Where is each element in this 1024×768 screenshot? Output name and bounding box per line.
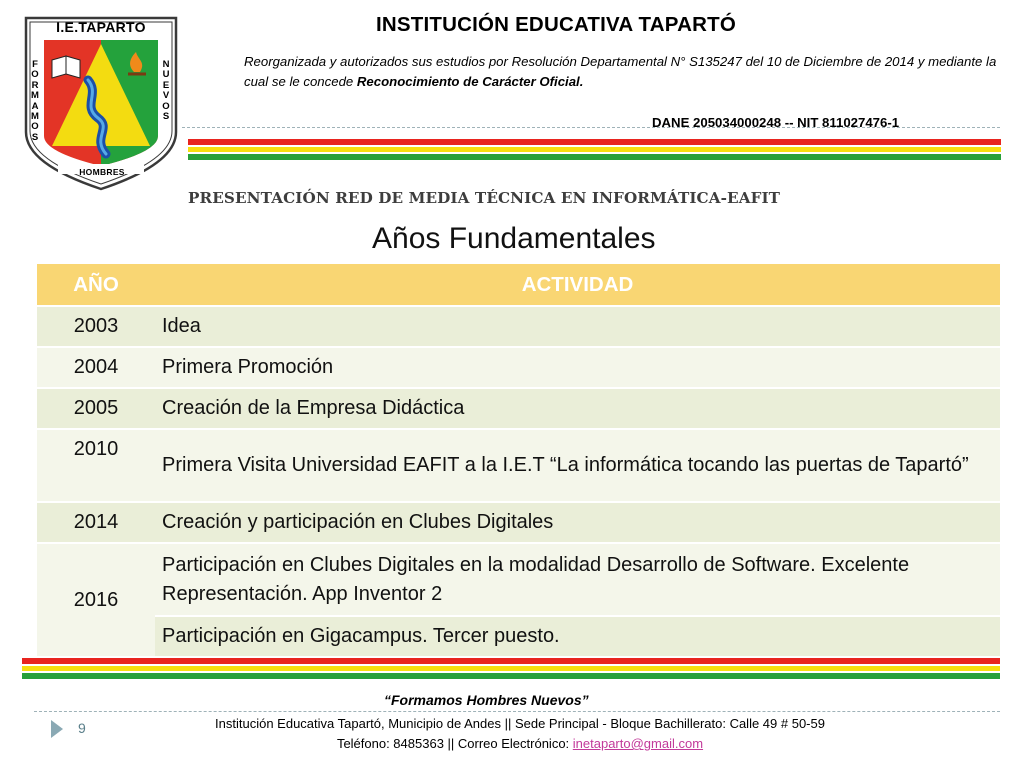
table-row: [37, 429, 1000, 502]
slide-arrow-icon: [51, 720, 63, 738]
footer-contact: [130, 736, 910, 751]
table-row: [37, 543, 1000, 616]
email-link[interactable]: inetaparto@gmail.com: [572, 736, 704, 751]
dane-nit-text: DANE 205034000248 -- NIT 811027476-1: [652, 115, 900, 130]
activity-cell: Idea: [155, 306, 1000, 347]
institution-title: INSTITUCIÓN EDUCATIVA TAPARTÓ: [376, 13, 736, 36]
footer-color-stripes: [22, 658, 1000, 679]
year-cell: 2005: [37, 388, 155, 429]
presentation-subtitle: PRESENTACIÓN RED DE MEDIA TÉCNICA EN INFORMÁTICA-EAFIT: [188, 189, 781, 207]
logo-left-letters: F O R M A M O S: [31, 59, 39, 143]
resolution-text: Reorganizada y autorizados sus estudios por Resolución Departamental N° S135247 del 10 de Diciembre de 2014 y mediante la cual se le concede Reconocimiento de Carácter Oficial.: [244, 54, 997, 89]
year-cell: 2014: [37, 502, 155, 543]
activity-cell: Primera Promoción: [155, 347, 1000, 388]
logo-right-letters: N U E V O S: [162, 59, 170, 123]
header-dashed-divider: [182, 127, 1000, 128]
table-row: [37, 616, 1000, 657]
page-number: 9: [78, 720, 86, 736]
table-header-row: [37, 264, 1000, 306]
activity-cell: Primera Visita Universidad EAFIT a la I.E.T “La informática tocando las puertas de Tapartó”: [155, 429, 1000, 502]
activity-cell: Creación de la Empresa Didáctica: [155, 388, 1000, 429]
activity-cell: Participación en Gigacampus. Tercer puesto.: [155, 616, 1000, 657]
contact-label: Teléfono: 8485363 || Correo Electrónico:: [336, 736, 573, 751]
shield-emblem-icon: [22, 14, 180, 192]
table-row: [37, 388, 1000, 429]
table-row: [37, 347, 1000, 388]
table-row: [37, 306, 1000, 347]
footer-dashed-divider: [34, 711, 1000, 712]
column-header-activity: ACTIVIDAD: [155, 264, 1000, 306]
column-header-year: AÑO: [37, 264, 155, 306]
motto-text: “Formamos Hombres Nuevos”: [384, 692, 589, 708]
year-cell: 2010: [37, 429, 155, 502]
logo-bottom-text: HOMBRES: [79, 167, 125, 177]
activity-cell: Creación y participación en Clubes Digitales: [155, 502, 1000, 543]
logo-top-text: I.E.TAPARTO: [56, 19, 146, 35]
year-cell: 2004: [37, 347, 155, 388]
slide-title: Años Fundamentales: [372, 222, 656, 255]
milestones-table: [37, 264, 1000, 658]
footer-address: Institución Educativa Tapartó, Municipio de Andes || Sede Principal - Bloque Bachillerato: Calle 49 # 50-59: [215, 716, 825, 731]
institution-logo: [22, 14, 180, 192]
year-cell: 2016: [37, 543, 155, 657]
table-row: [37, 502, 1000, 543]
activity-cell: Participación en Clubes Digitales en la modalidad Desarrollo de Software. Excelente Representación. App Inventor 2: [155, 543, 1000, 616]
header-color-stripes: [188, 139, 1001, 160]
year-cell: 2003: [37, 306, 155, 347]
